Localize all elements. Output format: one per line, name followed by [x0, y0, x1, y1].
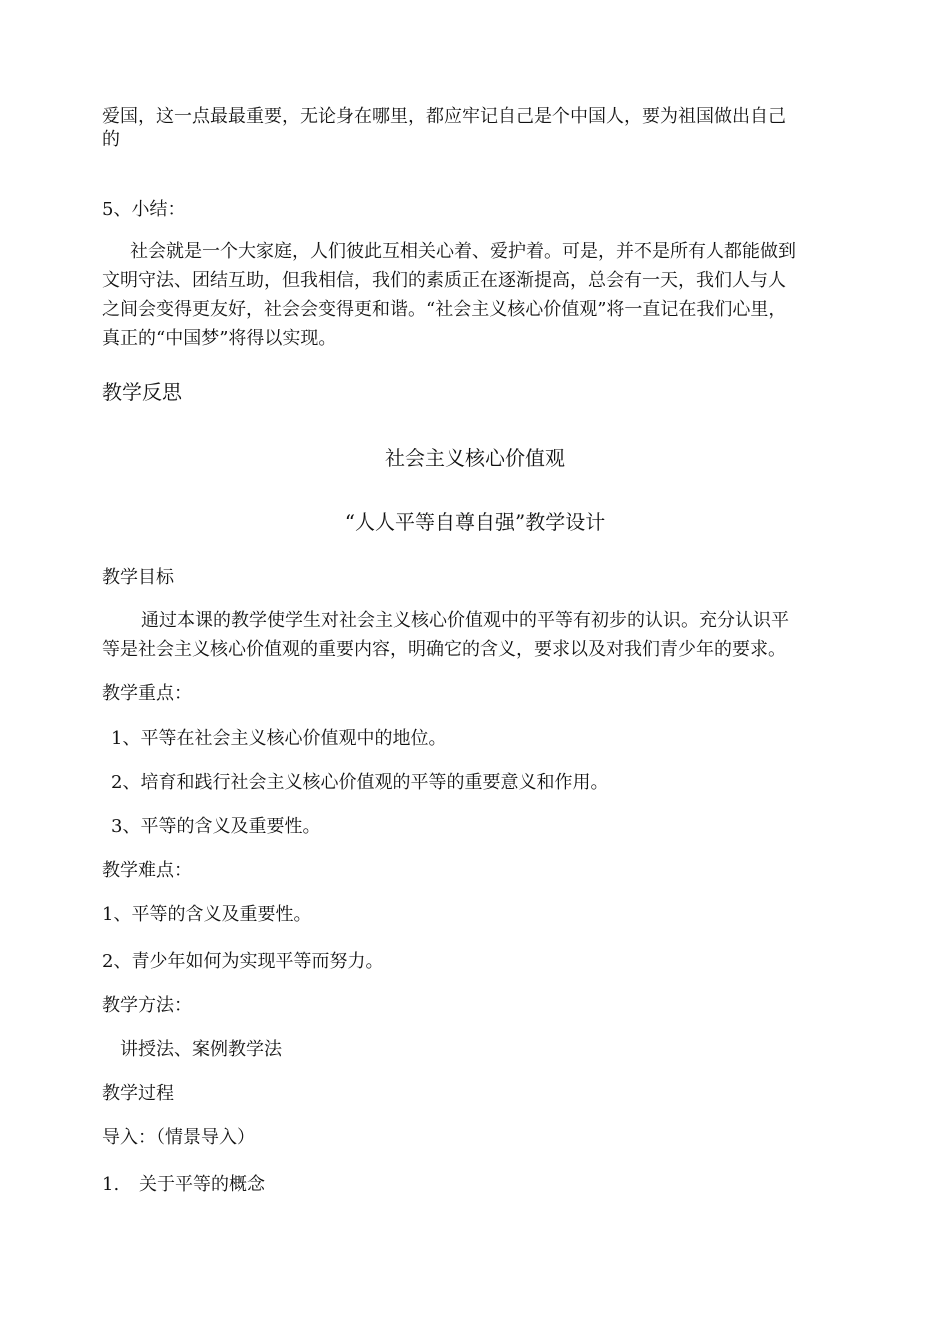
process-item-1-text: 关于平等的概念 [139, 1174, 265, 1195]
summary-line-1: 社会就是一个大家庭，人们彼此互相关心着、爱护着。可是，并不是所有人都能做到 [130, 241, 796, 262]
methods-text: 讲授法、案例教学法 [120, 1039, 282, 1060]
difficulties-heading: 教学难点： [102, 860, 192, 881]
summary-line-2: 文明守法、团结互助，但我相信，我们的素质正在逐渐提高，总会有一天，我们人与人 [102, 270, 786, 291]
key-point-2: 2、培育和践行社会主义核心价值观的平等的重要意义和作用。 [111, 772, 609, 793]
goals-heading: 教学目标 [102, 567, 174, 588]
difficulty-2: 2、青少年如何为实现平等而努力。 [102, 951, 384, 972]
document-subtitle: “人人平等自尊自强”教学设计 [344, 510, 606, 534]
methods-heading: 教学方法： [102, 995, 192, 1016]
process-heading: 教学过程 [102, 1083, 174, 1104]
summary-line-3: 之间会变得更友好，社会会变得更和谐。“社会主义核心价值观”将一直记在我们心里， [102, 299, 787, 320]
key-points-heading: 教学重点： [102, 683, 192, 704]
document-title: 社会主义核心价值观 [385, 446, 565, 470]
summary-heading: 5、小结： [102, 199, 186, 220]
goals-line-1: 通过本课的教学使学生对社会主义核心价值观中的平等有初步的认识。充分认识平 [141, 610, 789, 631]
difficulty-1: 1、平等的含义及重要性。 [102, 904, 312, 925]
key-point-1: 1、平等在社会主义核心价值观中的地位。 [111, 728, 447, 749]
process-intro: 导入：（情景导入） [102, 1127, 255, 1148]
reflection-heading: 教学反思 [102, 380, 182, 404]
process-item-1-number: 1. [102, 1174, 120, 1195]
summary-line-4: 真正的“中国梦”将得以实现。 [102, 328, 337, 349]
key-point-3: 3、平等的含义及重要性。 [111, 816, 321, 837]
intro-line-2: 的 [102, 129, 120, 150]
goals-line-2: 等是社会主义核心价值观的重要内容，明确它的含义，要求以及对我们青少年的要求。 [102, 639, 786, 660]
intro-line-1: 爱国，这一点最最重要，无论身在哪里，都应牢记自己是个中国人，要为祖国做出自己 [102, 106, 786, 127]
